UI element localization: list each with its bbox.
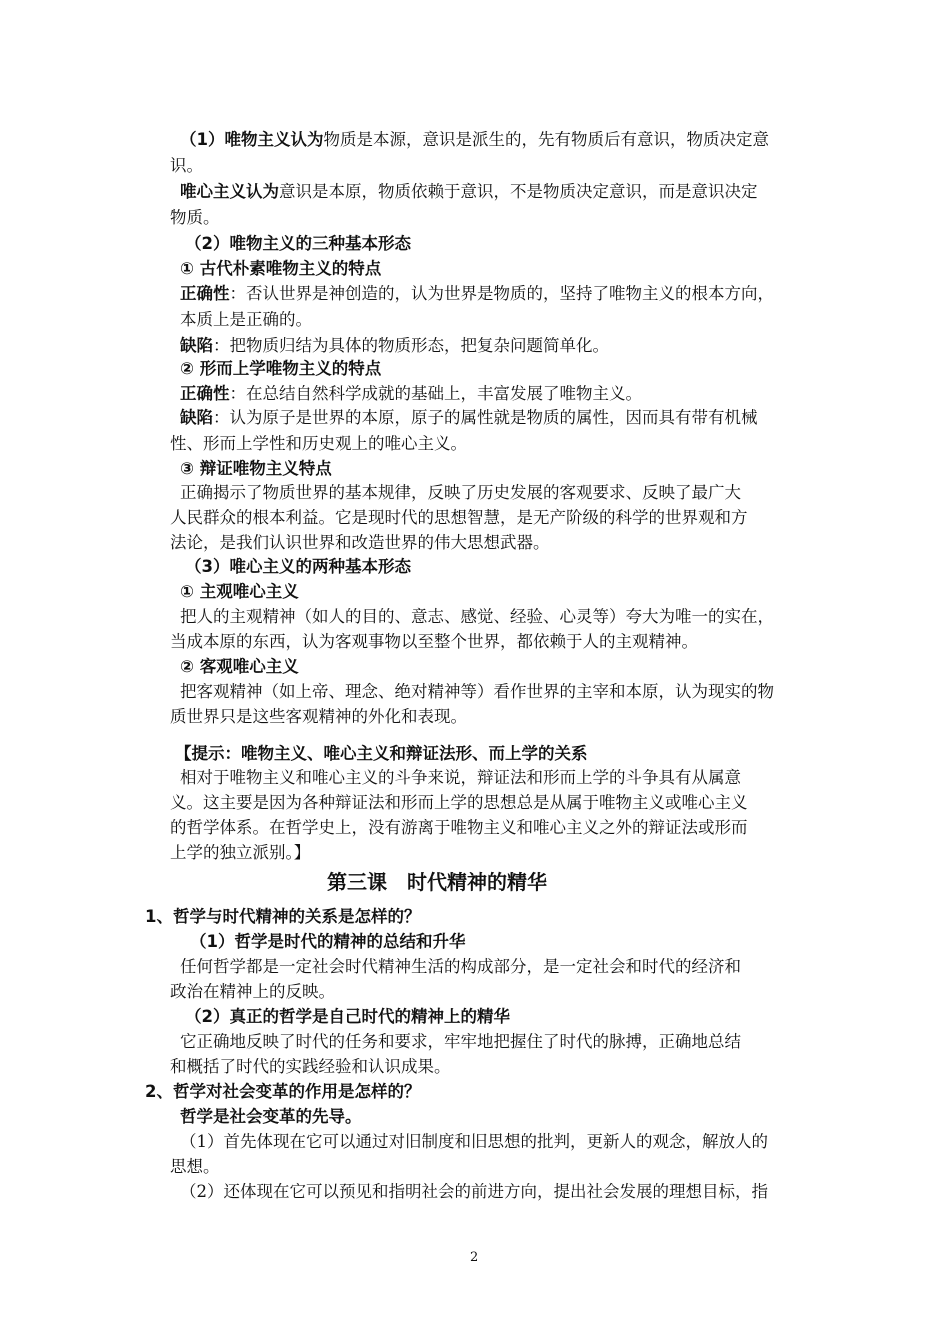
bold-label: ① 主观唯心主义 [180,582,299,601]
text-line [180,766,741,790]
text-line [190,930,465,954]
section-title [327,870,547,894]
text-line [170,206,220,230]
line-text: 法论，是我们认识世界和改造世界的伟大思想武器。 [170,533,550,552]
text-line [180,1130,768,1154]
text-line [170,630,698,654]
bold-label: 1、哲学与时代精神的关系是怎样的？ [145,907,421,926]
bold-label: 正确性 [180,384,230,403]
text-line [170,1155,220,1179]
text-line [175,742,588,766]
text-line [170,791,748,815]
text-line [180,180,758,204]
text-line [170,506,748,530]
bold-label: ① 古代朴素唯物主义的特点 [180,259,382,278]
text-line [170,1055,451,1079]
text-line [180,1105,362,1129]
bold-label: ② 客观唯心主义 [180,657,299,676]
line-text: 识。 [170,156,203,175]
text-line [180,128,769,152]
text-line [170,432,467,456]
line-text: 相对于唯物主义和唯心主义的斗争来说，辩证法和形而上学的斗争具有从属意 [180,768,741,787]
text-line [180,1030,741,1054]
bold-label: ③ 辩证唯物主义特点 [180,459,332,478]
line-text: 和概括了时代的实践经验和认识成果。 [170,1057,451,1076]
bold-label: （1）唯物主义认为 [180,130,324,149]
text-line [180,955,741,979]
line-text: 性、形而上学性和历史观上的唯心主义。 [170,434,467,453]
text-line [180,605,774,629]
text-line [180,334,609,358]
bold-label: 【提示：唯物主义、唯心主义和辩证法形、而上学的关系 [175,744,588,763]
line-text: 人民群众的根本利益。它是现时代的思想智慧，是无产阶级的科学的世界观和方 [170,508,748,527]
text-line [170,841,310,865]
bold-label: 缺陷 [180,408,213,427]
bold-label: 缺陷 [180,336,213,355]
line-text: 质世界只是这些客观精神的外化和表现。 [170,707,467,726]
text-line [145,1080,420,1104]
text-line [180,382,642,406]
text-line [180,406,758,430]
bold-label: 唯心主义认为 [180,182,279,201]
line-text: ：在总结自然科学成就的基础上，丰富发展了唯物主义。 [229,384,642,403]
text-line [180,680,774,704]
bold-label: （2）真正的哲学是自己时代的精神上的精华 [185,1007,510,1026]
text-line [185,1005,510,1029]
text-line [170,980,335,1004]
line-text: ：否认世界是神创造的，认为世界是物质的，坚持了唯物主义的根本方向， [229,284,774,303]
line-text: 本质上是正确的。 [180,310,312,329]
text-line [180,481,741,505]
line-text: 的哲学体系。在哲学史上，没有游离于唯物主义和唯心主义之外的辩证法或形而 [170,818,748,837]
bold-label: 正确性 [180,284,230,303]
line-text: ：把物质归结为具体的物质形态，把复杂问题简单化。 [213,336,609,355]
line-text: 思想。 [170,1157,220,1176]
line-text: 上学的独立派别。】 [170,843,311,862]
text-line [170,531,550,555]
text-line [180,655,299,679]
text-line [170,154,203,178]
text-line [180,357,381,381]
line-text: 意识是本原，物质依赖于意识，不是物质决定意识，而是意识决定 [279,182,758,201]
bold-label: 第三课 时代精神的精华 [327,870,547,894]
line-text: 义。这主要是因为各种辩证法和形而上学的思想总是从属于唯物主义或唯心主义 [170,793,748,812]
text-line [185,555,411,579]
text-line [145,905,420,929]
line-text: ：认为原子是世界的本原，原子的属性就是物质的属性，因而具有带有机械 [213,408,758,427]
text-line [180,457,332,481]
text-line [170,816,748,840]
text-line [170,705,467,729]
text-line [180,257,381,281]
line-text: （2）还体现在它可以预见和指明社会的前进方向，提出社会发展的理想目标，指 [180,1182,768,1201]
bold-label: 2、哲学对社会变革的作用是怎样的？ [145,1082,421,1101]
line-text: 把客观精神（如上帝、理念、绝对精神等）看作世界的主宰和本原，认为现实的物 [180,682,774,701]
text-line [180,308,312,332]
line-text: 任何哲学都是一定社会时代精神生活的构成部分，是一定社会和时代的经济和 [180,957,741,976]
line-text: 政治在精神上的反映。 [170,982,335,1001]
line-text: 物质是本源，意识是派生的，先有物质后有意识，物质决定意 [323,130,769,149]
bold-label: ② 形而上学唯物主义的特点 [180,359,382,378]
line-text: 正确揭示了物质世界的基本规律，反映了历史发展的客观要求、反映了最广大 [180,483,741,502]
bold-label: （2）唯物主义的三种基本形态 [185,234,411,253]
page-number: 2 [470,1250,479,1265]
line-text: 当成本原的东西，认为客观事物以至整个世界，都依赖于人的主观精神。 [170,632,698,651]
bold-label: （1）哲学是时代的精神的总结和升华 [190,932,466,951]
text-line [180,580,299,604]
text-line [180,1180,768,1204]
line-text: （1）首先体现在它可以通过对旧制度和旧思想的批判，更新人的观念，解放人的 [180,1132,768,1151]
line-text: 物质。 [170,208,220,227]
bold-label: （3）唯心主义的两种基本形态 [185,557,411,576]
text-line [180,282,774,306]
text-line [185,232,411,256]
bold-label: 哲学是社会变革的先导。 [180,1107,362,1126]
line-text: 把人的主观精神（如人的目的、意志、感觉、经验、心灵等）夸大为唯一的实在， [180,607,774,626]
line-text: 它正确地反映了时代的任务和要求，牢牢地把握住了时代的脉搏，正确地总结 [180,1032,741,1051]
